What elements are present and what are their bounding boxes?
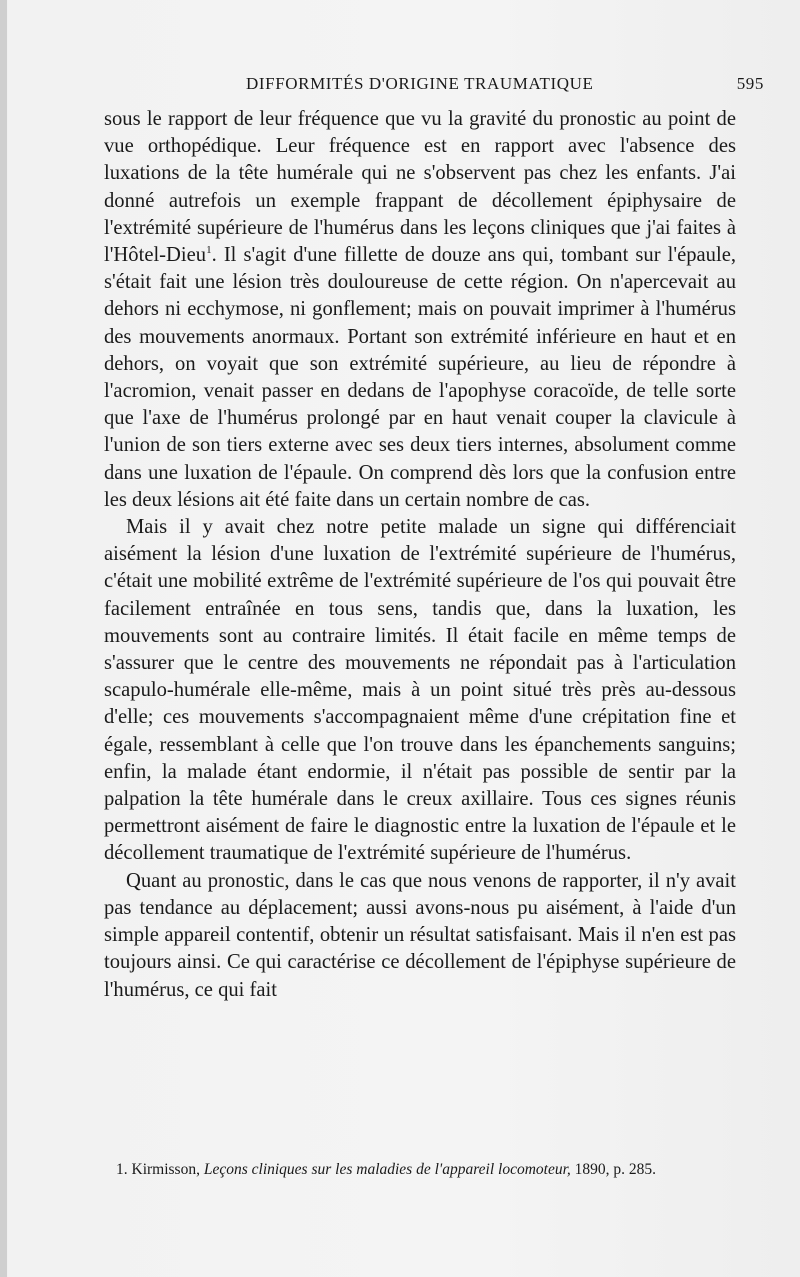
paragraph-text: sous le rapport de leur fréquence que vu la gravité du pronostic au point de vue orthopédique. Leur fréquence est en rapport avec l'absence des luxations de la tête humérale qui ne s'observent pas chez les enfants. J'ai donné autrefois un exemple frappant de décollement épiphysaire de l'extrémité supérieure de l'humérus dans les leçons cliniques que j'ai faites à l'Hôtel-Dieu xyxy=(104,108,736,267)
scan-margin-shadow xyxy=(0,0,7,1277)
footnote-details: 1890, p. 285. xyxy=(574,1161,657,1178)
footnote-marker: 1 xyxy=(206,244,212,257)
footnote xyxy=(104,1160,736,1180)
paragraph: Mais il y avait chez notre petite malade un signe qui différenciait aisément la lésion d'une luxation de l'extrémité supérieure de l'humérus, c'était une mobilité extrême de l'extrémité supérieure de l'os qui pouvait être facilement entraînée en tous sens, tandis que, dans la luxation, les mouvements sont au contraire limités. Il était facile en même temps de s'assurer que le centre des mouvements ne répondait pas à l'articulation scapulo-humérale elle-même, mais à un point situé très près au-dessous d'elle; ces mouvements s'accompagnaient même d'une crépitation fine et égale, ressemblant à celle que l'on trouve dans les épanchements sanguins; enfin, la malade étant endormie, il n'était pas possible de sentir par la palpation la tête humérale dans le creux axillaire. Tous ces signes réunis permettront aisément de faire le diagnostic entre la luxation de l'épaule et le décollement traumatique de l'extrémité supérieure de l'humérus. xyxy=(104,516,736,865)
running-title: DIFFORMITÉS D'ORIGINE TRAUMATIQUE xyxy=(246,74,594,93)
page-number: 595 xyxy=(736,74,764,93)
paragraph-text-continued: . Il s'agit d'une fillette de douze ans qui, tombant sur l'épaule, s'était fait une lésion très douloureuse de cette région. On n'apercevait au dehors ni ecchymose, ni gonflement; mais on pouvait imprimer à l'humérus des mouvements anormaux. Portant son extrémité inférieure en haut et en dehors, on voyait que son extrémité supérieure, au lieu de répondre à l'acromion, venait passer en dedans de l'apophyse coracoïde, de telle sorte que l'axe de l'humérus prolongé par en haut venait couper la clavicule à l'union de son tiers externe avec ses deux tiers internes, absolument comme dans une luxation de l'épaule. On comprend dès lors que la confusion entre les deux lésions ait été faite dans un certain nombre de cas. xyxy=(104,244,736,511)
footnote-number: 1. xyxy=(116,1161,128,1178)
footnote-author: Kirmisson, xyxy=(131,1161,200,1178)
footnote-work-title: Leçons cliniques sur les maladies de l'appareil locomoteur, xyxy=(203,1161,571,1178)
paragraph: Quant au pronostic, dans le cas que nous venons de rapporter, il n'y avait pas tendance au déplacement; aussi avons-nous pu aisément, à l'aide d'un simple appareil contentif, obtenir un résultat satisfaisant. Mais il n'en est pas toujours ainsi. Ce qui caractérise ce décollement de l'épiphyse supérieure de l'humérus, ce qui fait xyxy=(104,869,736,1001)
body-text xyxy=(104,106,736,1004)
running-header xyxy=(246,74,764,94)
paragraph xyxy=(104,106,736,514)
